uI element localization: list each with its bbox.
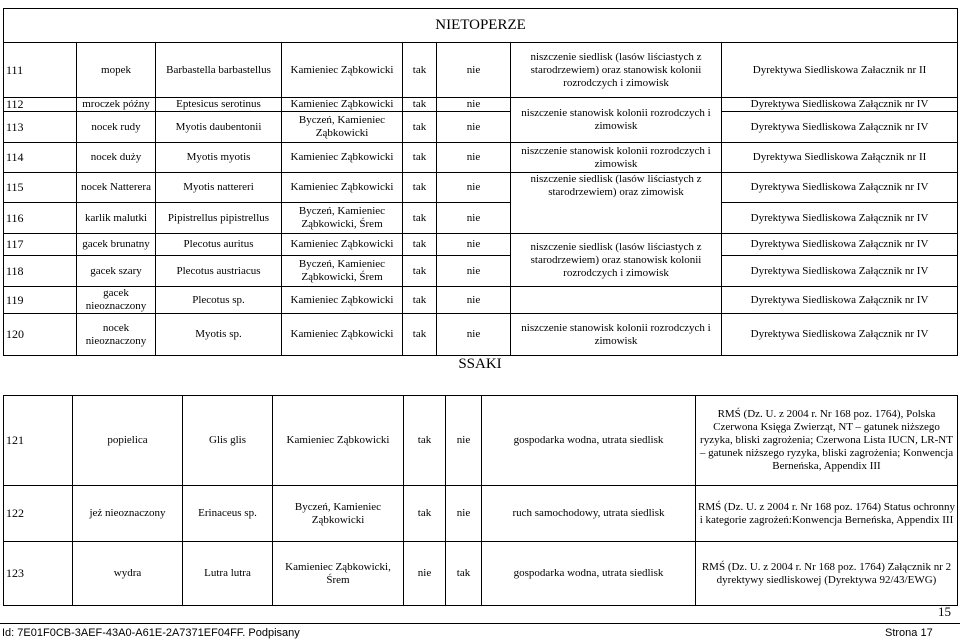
threat: niszczenie stanowisk kolonii rozrodczych i zimowisk (511, 143, 722, 173)
latin-name: Myotis sp. (156, 314, 282, 356)
latin-name: Plecotus auritus (156, 234, 282, 256)
value-b: nie (437, 287, 511, 314)
document-id: Id: 7E01F0CB-3AEF-43A0-A61E-2A7371EF04FF. Podpisany (2, 627, 300, 639)
protection-status: Dyrektywa Siedliskowa Załącznik nr IV (722, 173, 958, 203)
threat (511, 287, 722, 314)
location: Byczeń, Kamieniec Ząbkowicki (282, 112, 403, 143)
footer-divider (0, 623, 960, 624)
location: Kamieniec Ząbkowicki (282, 143, 403, 173)
location: Kamieniec Ząbkowicki, Śrem (273, 542, 404, 606)
value-b: nie (437, 314, 511, 356)
protection-status: Dyrektywa Siedliskowa Załącznik nr IV (722, 98, 958, 112)
table-row (4, 112, 958, 143)
polish-name: mopek (77, 43, 156, 98)
protection-status: RMŚ (Dz. U. z 2004 r. Nr 168 poz. 1764) Status ochronny i kategorie zagrożeń:Konwencja Berneńska, Appendix III (696, 486, 958, 542)
latin-name: Plecotus austriacus (156, 256, 282, 287)
threat: niszczenie stanowisk kolonii rozrodczych i zimowisk (511, 314, 722, 356)
polish-name: gacek szary (77, 256, 156, 287)
table-row (4, 486, 958, 542)
polish-name: gacek brunatny (77, 234, 156, 256)
value-a: tak (403, 43, 437, 98)
location: Kamieniec Ząbkowicki (282, 234, 403, 256)
protection-status: Dyrektywa Siedliskowa Załącznik nr II (722, 143, 958, 173)
polish-name: nocek rudy (77, 112, 156, 143)
bats-table (3, 8, 958, 356)
threat: gospodarka wodna, utrata siedlisk (482, 542, 696, 606)
row-number: 120 (4, 314, 77, 356)
latin-name: Lutra lutra (183, 542, 273, 606)
value-b: nie (446, 486, 482, 542)
row-number: 112 (4, 98, 77, 112)
table-row (4, 287, 958, 314)
protection-status: RMŚ (Dz. U. z 2004 r. Nr 168 poz. 1764) Załącznik nr 2 dyrektywy siedliskowej (Dyrektywa 92/43/EWG) (696, 542, 958, 606)
value-a: tak (403, 98, 437, 112)
protection-status: Dyrektywa Siedliskowa Załącznik nr IV (722, 256, 958, 287)
value-a: tak (403, 112, 437, 143)
table-row (4, 234, 958, 256)
mammals-table (3, 395, 958, 606)
row-number: 119 (4, 287, 77, 314)
page-number: 15 (938, 604, 951, 619)
location: Kamieniec Ząbkowicki (282, 98, 403, 112)
location: Byczeń, Kamieniec Ząbkowicki (273, 486, 404, 542)
location: Kamieniec Ząbkowicki (282, 314, 403, 356)
threat: niszczenie siedlisk (lasów liściastych z starodrzewiem) oraz stanowisk kolonii rozrodczych i zimowisk (511, 234, 722, 287)
latin-name: Myotis nattereri (156, 173, 282, 203)
bats-section-title: NIETOPERZE (4, 9, 958, 43)
mammals-section-title: SSAKI (458, 356, 502, 372)
value-a: nie (404, 542, 446, 606)
value-b: tak (446, 542, 482, 606)
value-a: tak (403, 256, 437, 287)
location: Kamieniec Ząbkowicki (273, 396, 404, 486)
value-b: nie (437, 43, 511, 98)
threat: niszczenie stanowisk kolonii rozrodczych i zimowisk (511, 98, 722, 143)
table-row (4, 256, 958, 287)
table-row (4, 203, 958, 234)
row-number: 113 (4, 112, 77, 143)
polish-name: mroczek późny (77, 98, 156, 112)
value-b: nie (437, 112, 511, 143)
value-b: nie (437, 98, 511, 112)
table-row (4, 43, 958, 98)
polish-name: gacek nieoznaczony (77, 287, 156, 314)
location: Kamieniec Ząbkowicki (282, 43, 403, 98)
latin-name: Pipistrellus pipistrellus (156, 203, 282, 234)
threat: ruch samochodowy, utrata siedlisk (482, 486, 696, 542)
latin-name: Plecotus sp. (156, 287, 282, 314)
protection-status: Dyrektywa Siedliskowa Załącznik nr IV (722, 287, 958, 314)
latin-name: Myotis daubentonii (156, 112, 282, 143)
threat: gospodarka wodna, utrata siedlisk (482, 396, 696, 486)
polish-name: nocek nieoznaczony (77, 314, 156, 356)
table-row (4, 143, 958, 173)
table-row (4, 396, 958, 486)
value-b: nie (437, 143, 511, 173)
protection-status: RMŚ (Dz. U. z 2004 r. Nr 168 poz. 1764), Polska Czerwona Księga Zwierząt, NT – gatunek niższego ryzyka, bliski zagrożenia; Czerwona Lista IUCN, LR-NT – gatunek niższego ryzyka, bliski zagrożenia; Konwencja Berneńska, Appendix III (696, 396, 958, 486)
location: Kamieniec Ząbkowicki (282, 173, 403, 203)
location: Byczeń, Kamieniec Ząbkowicki, Śrem (282, 256, 403, 287)
protection-status: Dyrektywa Siedliskowa Załacznik nr II (722, 43, 958, 98)
value-a: tak (403, 203, 437, 234)
row-number: 122 (4, 486, 73, 542)
location: Kamieniec Ząbkowicki (282, 287, 403, 314)
polish-name: popielica (73, 396, 183, 486)
protection-status: Dyrektywa Siedliskowa Załącznik nr IV (722, 203, 958, 234)
value-a: tak (403, 143, 437, 173)
protection-status: Dyrektywa Siedliskowa Załącznik nr IV (722, 234, 958, 256)
protection-status: Dyrektywa Siedliskowa Załącznik nr IV (722, 314, 958, 356)
row-number: 117 (4, 234, 77, 256)
value-b: nie (437, 203, 511, 234)
row-number: 116 (4, 203, 77, 234)
value-b: nie (437, 234, 511, 256)
latin-name: Glis glis (183, 396, 273, 486)
row-number: 118 (4, 256, 77, 287)
location: Byczeń, Kamieniec Ząbkowicki, Śrem (282, 203, 403, 234)
value-a: tak (403, 314, 437, 356)
table-row (4, 314, 958, 356)
polish-name: karlik malutki (77, 203, 156, 234)
latin-name: Eptesicus serotinus (156, 98, 282, 112)
row-number: 123 (4, 542, 73, 606)
footer-page-label: Strona 17 (885, 627, 933, 639)
protection-status: Dyrektywa Siedliskowa Załącznik nr IV (722, 112, 958, 143)
row-number: 111 (4, 43, 77, 98)
threat: niszczenie siedlisk (lasów liściastych z starodrzewiem) oraz stanowisk kolonii rozrodczych i zimowisk (511, 43, 722, 98)
value-b: nie (437, 173, 511, 203)
latin-name: Myotis myotis (156, 143, 282, 173)
table-row (4, 173, 958, 203)
row-number: 121 (4, 396, 73, 486)
value-b: nie (437, 256, 511, 287)
latin-name: Barbastella barbastellus (156, 43, 282, 98)
polish-name: nocek Natterera (77, 173, 156, 203)
polish-name: jeż nieoznaczony (73, 486, 183, 542)
value-a: tak (403, 287, 437, 314)
table-row (4, 98, 958, 112)
row-number: 115 (4, 173, 77, 203)
value-a: tak (403, 173, 437, 203)
value-a: tak (404, 486, 446, 542)
value-a: tak (403, 234, 437, 256)
threat: niszczenie siedlisk (lasów liściastych z starodrzewiem) oraz zimowisk (511, 173, 722, 234)
value-b: nie (446, 396, 482, 486)
row-number: 114 (4, 143, 77, 173)
table-row (4, 542, 958, 606)
polish-name: wydra (73, 542, 183, 606)
value-a: tak (404, 396, 446, 486)
latin-name: Erinaceus sp. (183, 486, 273, 542)
polish-name: nocek duży (77, 143, 156, 173)
